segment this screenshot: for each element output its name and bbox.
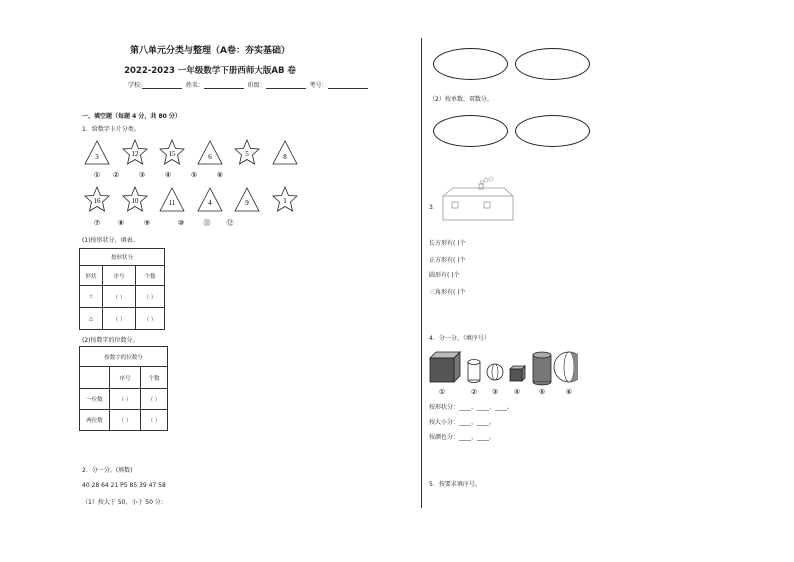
number-cards-figure [80, 138, 310, 233]
question-4: 4．分一分。（填序号） [429, 335, 490, 342]
student-info-line [128, 80, 368, 89]
sorting-oval [433, 48, 508, 80]
digit-table [79, 346, 168, 431]
solid-label: ① [438, 388, 446, 396]
card-label: ⑩ [177, 219, 185, 227]
circle-count[interactable]: 圆形有( )个 [429, 272, 460, 279]
card-value: 16 [93, 197, 101, 205]
table-title: 按数字的位数分 [80, 347, 168, 367]
sort-by-shape[interactable]: 按形状分：____、____、____。 [429, 404, 514, 411]
table-title: 按形状分 [80, 249, 165, 266]
table-header: 个数 [141, 367, 168, 389]
section-heading: 一、填空题（每题 4 分，共 80 分） [82, 113, 181, 120]
card-label: ⑨ [143, 219, 151, 227]
small-cube-icon [510, 366, 525, 381]
card-label: ⑧ [117, 219, 125, 227]
sorting-oval [515, 115, 590, 147]
page-title: 第八单元分类与整理（A卷：夯实基础） [130, 46, 290, 56]
table-cell: ☆ [80, 286, 103, 308]
card-label: ③ [138, 171, 146, 179]
smoke-circle-icon [484, 178, 488, 182]
question-3: 3． [429, 204, 439, 211]
name-blank[interactable] [204, 81, 244, 89]
question-1: 1．给数字卡片分类。 [82, 126, 140, 133]
card-6 [273, 141, 297, 164]
solid-label: ③ [491, 388, 499, 396]
card-label: ⑪ [203, 219, 211, 227]
large-sphere-icon [554, 352, 578, 382]
solid-label: ② [470, 388, 478, 396]
card-value: 4 [208, 199, 212, 207]
card-label: ② [112, 171, 120, 179]
sorting-oval [433, 115, 508, 147]
card-label: ① [93, 171, 101, 179]
sort-by-color[interactable]: 按颜色分：____、____。 [429, 434, 496, 441]
answer-cell[interactable]: （ ） [103, 308, 136, 330]
question-2: 2．分一分。(填数) [82, 467, 133, 474]
table-header: 序号 [103, 266, 136, 286]
table-cell: △ [80, 308, 103, 330]
card-2 [123, 140, 147, 164]
answer-cell[interactable]: （ ） [141, 389, 168, 410]
card-value: 10 [131, 197, 139, 205]
card-7 [85, 187, 109, 211]
card-value: 11 [168, 199, 176, 207]
school-blank[interactable] [142, 81, 182, 89]
page-subtitle: 2022-2023 一年级数学下册西师大版AB 卷 [124, 66, 296, 76]
card-value: 15 [168, 150, 176, 158]
triangle-count[interactable]: 三角形有( )个 [429, 289, 466, 296]
answer-cell[interactable]: （ ） [110, 410, 141, 431]
cube-icon [430, 352, 460, 382]
card-value: 3 [95, 153, 99, 161]
large-cylinder-icon [533, 352, 551, 385]
solids-figure [428, 350, 578, 398]
card-value: 8 [283, 153, 287, 161]
answer-cell[interactable]: （ ） [103, 286, 136, 308]
card-10 [198, 188, 222, 211]
solid-label: ⑤ [538, 388, 546, 396]
card-4 [198, 141, 222, 164]
card-5 [235, 140, 259, 164]
solid-label: ⑥ [565, 388, 573, 396]
card-12 [273, 187, 297, 211]
question-2-2: （2）按单数、双数分。 [429, 96, 493, 103]
table-header: 形状 [80, 266, 103, 286]
column-divider [421, 38, 422, 508]
card-value: 12 [131, 150, 139, 158]
sort-by-size[interactable]: 按大小分：____、____。 [429, 419, 496, 426]
card-value: 5 [245, 150, 249, 158]
solid-label: ④ [513, 388, 521, 396]
table-cell: 两位数 [80, 410, 110, 431]
table-header: 序号 [110, 367, 141, 389]
smoke-circle-icon [481, 181, 484, 184]
exam-number-blank[interactable] [328, 81, 368, 89]
table-header [80, 367, 110, 389]
school-label: 学校: [128, 82, 143, 89]
house-figure [440, 176, 520, 222]
answer-cell[interactable]: （ ） [110, 389, 141, 410]
answer-cell[interactable]: （ ） [141, 410, 168, 431]
window-square [452, 202, 458, 208]
class-blank[interactable] [266, 81, 306, 89]
card-label: ⑦ [93, 219, 101, 227]
shape-table [79, 248, 165, 330]
question-5: 5．按要求填序号。 [429, 481, 481, 488]
square-count[interactable]: 正方形有( )个 [429, 257, 466, 264]
cylinder-icon [468, 360, 480, 383]
card-label: ⑫ [226, 219, 234, 227]
table-header: 个数 [136, 266, 165, 286]
card-value: 9 [245, 199, 249, 207]
card-value: 1 [283, 197, 287, 205]
card-8 [123, 187, 147, 211]
question-1-1: (1)按形状分，填表。 [82, 237, 139, 244]
number-list: 40 28 64 21 P5 85 39 47 58 [82, 482, 166, 489]
card-1 [85, 141, 109, 164]
card-label: ⑥ [216, 171, 224, 179]
card-11 [235, 188, 259, 211]
exam-number-label: 考号： [309, 82, 328, 89]
card-label: ⑤ [190, 171, 198, 179]
rectangle-count[interactable]: 长方形有( )个 [429, 240, 466, 247]
name-label: 姓名： [185, 82, 204, 89]
table-cell: 一位数 [80, 389, 110, 410]
sorting-oval [515, 48, 590, 80]
answer-cell[interactable]: （ ） [136, 286, 165, 308]
window-square [484, 202, 490, 208]
smoke-circle-icon [489, 177, 493, 181]
sphere-icon [487, 364, 503, 380]
class-label: 班级： [247, 82, 266, 89]
question-1-2: (2)按数字的位数分。 [82, 337, 139, 344]
house-roof [443, 188, 513, 196]
question-2-1: （1）按大于 50，小于 50 分： [82, 499, 167, 506]
card-9 [160, 188, 184, 211]
card-value: 6 [208, 153, 212, 161]
answer-cell[interactable]: （ ） [136, 308, 165, 330]
card-label: ④ [164, 171, 172, 179]
card-3 [160, 140, 184, 164]
